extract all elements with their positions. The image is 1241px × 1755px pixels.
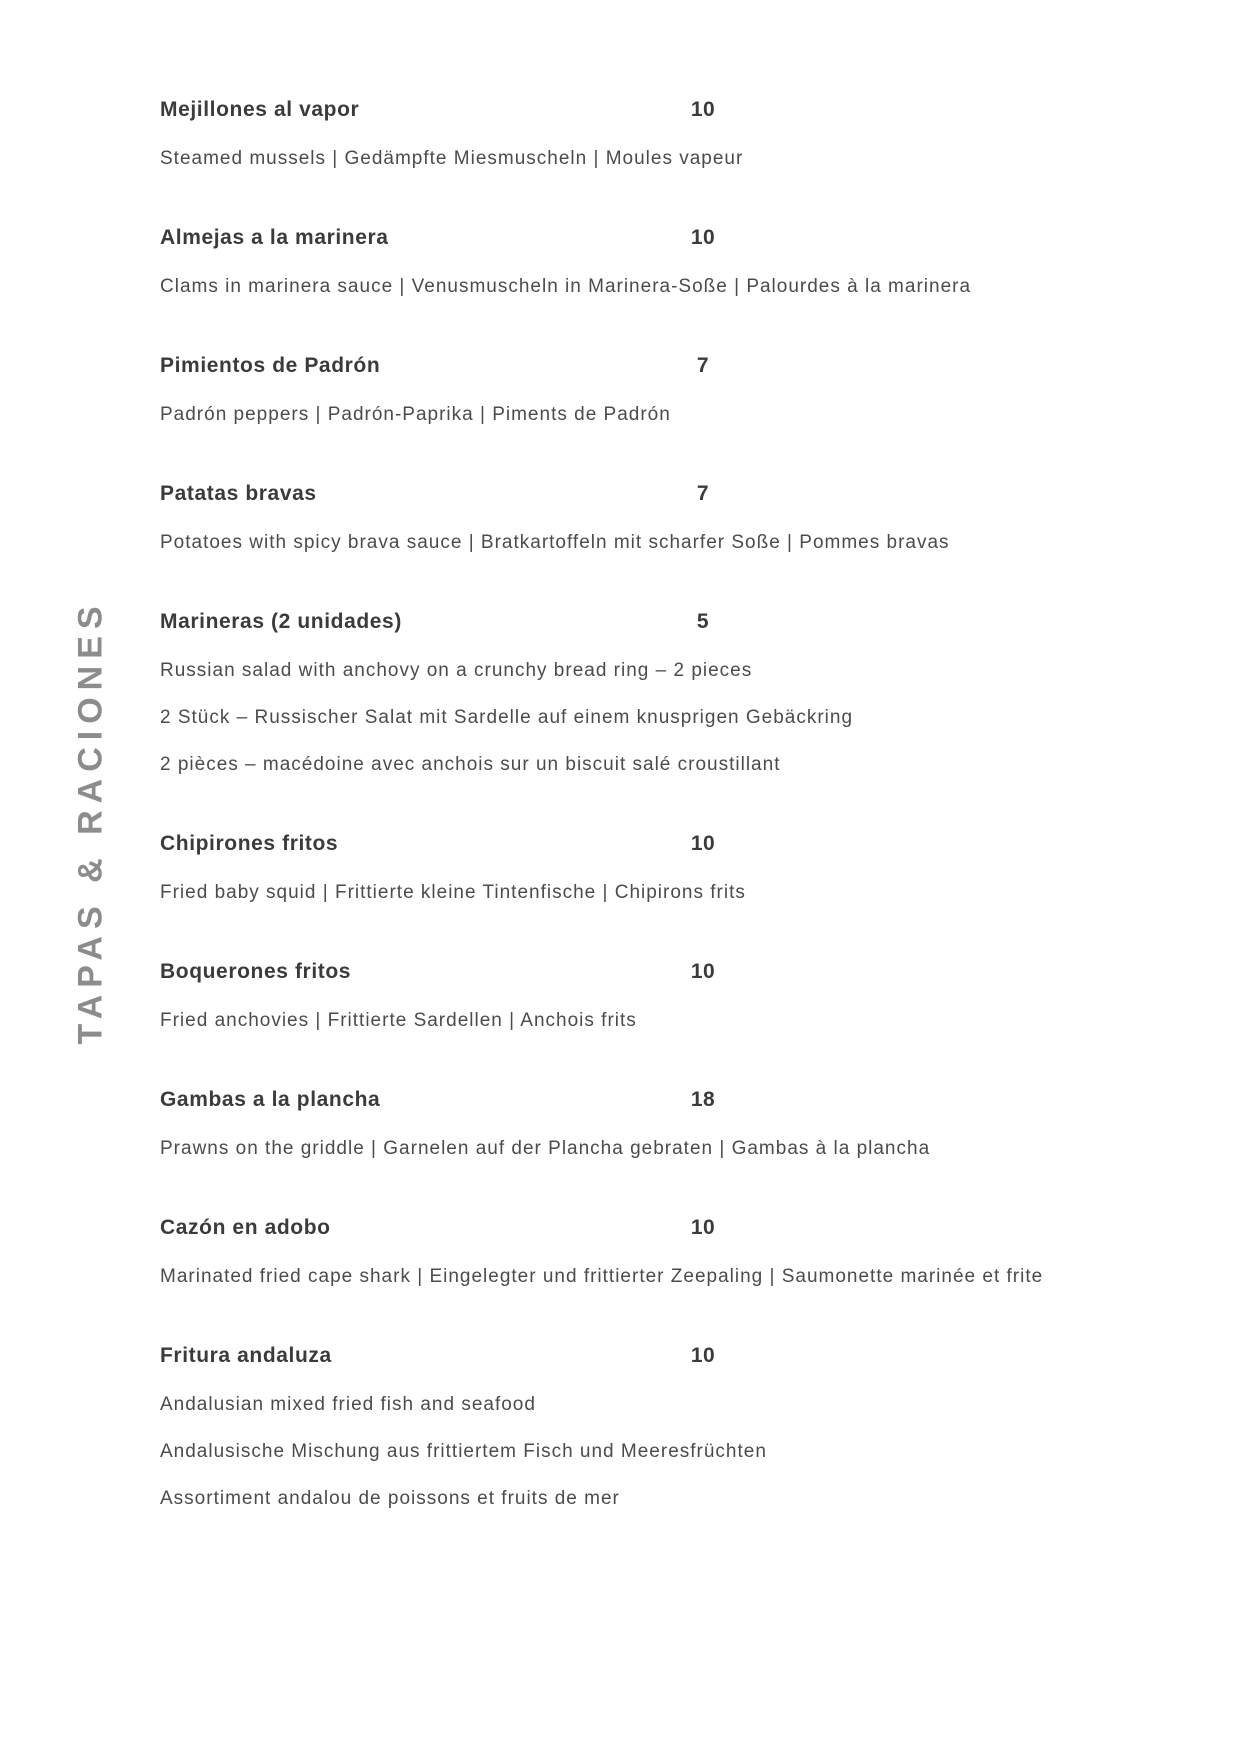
dish-description: Russian salad with anchovy on a crunchy bread ring – 2 pieces (160, 660, 753, 681)
menu-item-header (160, 351, 1150, 381)
menu-item (160, 479, 1150, 566)
dish-price: 10 (690, 98, 716, 121)
menu-item (160, 1341, 1150, 1522)
dish-price: 10 (690, 1216, 716, 1239)
dish-description: Steamed mussels | Gedämpfte Miesmuscheln | Moules vapeur (160, 148, 744, 169)
menu-list (160, 95, 1150, 1563)
dish-name: Pimientos de Padrón (160, 354, 381, 377)
dish-name: Gambas a la plancha (160, 1088, 381, 1111)
menu-item-header (160, 1341, 1150, 1371)
menu-item-header (160, 829, 1150, 859)
dish-description: Padrón peppers | Padrón-Paprika | Piments de Padrón (160, 404, 671, 425)
dish-price: 10 (690, 226, 716, 249)
dish-price: 5 (696, 610, 710, 633)
menu-item (160, 351, 1150, 438)
menu-item (160, 95, 1150, 182)
dish-name: Patatas bravas (160, 482, 317, 505)
dish-price: 10 (690, 960, 716, 983)
menu-item-header (160, 1085, 1150, 1115)
dish-name: Almejas a la marinera (160, 226, 389, 249)
menu-item (160, 829, 1150, 916)
menu-item (160, 1085, 1150, 1172)
dish-description: Fried baby squid | Frittierte kleine Tintenfische | Chipirons frits (160, 882, 746, 903)
dish-description: 2 Stück – Russischer Salat mit Sardelle auf einem knusprigen Gebäckring (160, 707, 854, 728)
dish-description: Prawns on the griddle | Garnelen auf der Plancha gebraten | Gambas à la plancha (160, 1138, 931, 1159)
menu-item (160, 223, 1150, 310)
menu-item-header (160, 957, 1150, 987)
dish-name: Boquerones fritos (160, 960, 352, 983)
dish-name: Marineras (2 unidades) (160, 610, 402, 633)
dish-name: Fritura andaluza (160, 1344, 332, 1367)
menu-item-header (160, 223, 1150, 253)
dish-name: Cazón en adobo (160, 1216, 331, 1239)
dish-description: Andalusische Mischung aus frittiertem Fisch und Meeresfrüchten (160, 1441, 767, 1462)
section-label-vertical: TAPAS & RACIONES (71, 599, 110, 1045)
dish-description: Clams in marinera sauce | Venusmuscheln in Marinera-Soße | Palourdes à la marinera (160, 276, 972, 297)
dish-description: Assortiment andalou de poissons et fruits de mer (160, 1488, 620, 1509)
menu-item (160, 957, 1150, 1044)
dish-description: Potatoes with spicy brava sauce | Bratkartoffeln mit scharfer Soße | Pommes bravas (160, 532, 950, 553)
dish-price: 10 (690, 1344, 716, 1367)
menu-item-header (160, 95, 1150, 125)
dish-description: Marinated fried cape shark | Eingelegter und frittierter Zeepaling | Saumonette marinée et frite (160, 1266, 1044, 1287)
menu-item-header (160, 1213, 1150, 1243)
dish-name: Chipirones fritos (160, 832, 339, 855)
dish-price: 7 (696, 482, 710, 505)
dish-description: Andalusian mixed fried fish and seafood (160, 1394, 536, 1415)
dish-price: 7 (696, 354, 710, 377)
menu-item (160, 607, 1150, 788)
dish-description: 2 pièces – macédoine avec anchois sur un biscuit salé croustillant (160, 754, 781, 775)
menu-item-header (160, 479, 1150, 509)
dish-price: 10 (690, 832, 716, 855)
menu-item-header (160, 607, 1150, 637)
dish-name: Mejillones al vapor (160, 98, 360, 121)
dish-description: Fried anchovies | Frittierte Sardellen | Anchois frits (160, 1010, 637, 1031)
menu-item (160, 1213, 1150, 1300)
dish-price: 18 (690, 1088, 716, 1111)
